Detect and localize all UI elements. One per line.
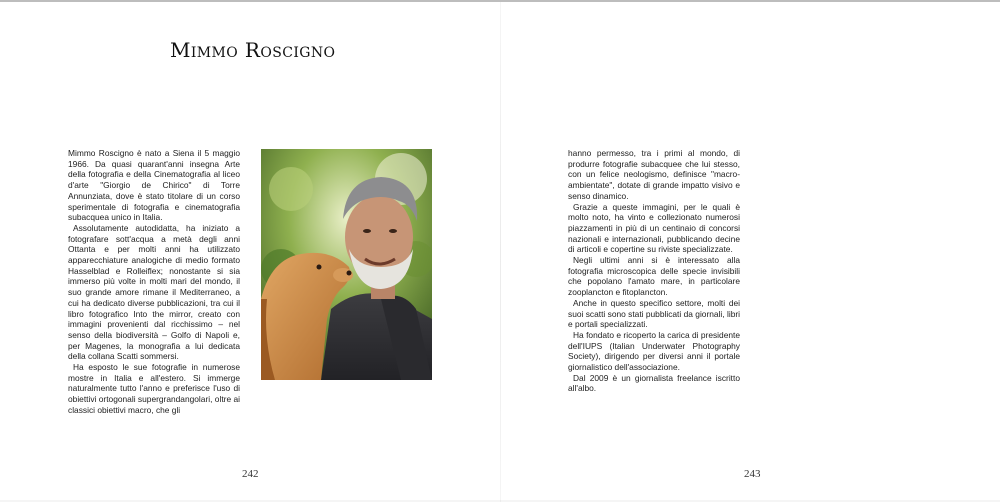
page-title: Mimmo Roscigno [170, 38, 336, 62]
right-paragraph-2: Grazie a queste immagini, per le quali è molto noto, ha vinto e collezionato numerosi piazzamenti in più di un centinaio di concorsi nazionali e internazionali, pubblicando decine di articoli e copertine su riviste specializzate. [568, 201, 740, 255]
left-column-text [68, 148, 240, 416]
page-gutter [500, 2, 501, 502]
right-paragraph-6: Dal 2009 è un giornalista freelance iscritto all'albo. [568, 372, 740, 394]
page-number-right: 243 [744, 468, 761, 480]
right-column-text [568, 148, 740, 394]
left-paragraph-3: Ha esposto le sue fotografie in numerose mostre in Italia e all'estero. Si immerge naturalmente tutto l'anno e preferisce l'uso di obiettivi ortogonali supergrandangolari, oltre ai classici obiettivi macro, che gli [68, 362, 240, 415]
left-paragraph-1: Mimmo Roscigno è nato a Siena il 5 maggio 1966. Da quasi quarant'anni insegna Arte della fotografia e della Cinematografia al liceo d'arte "Giorgio de Chirico" di Torre Annunziata, dove è stato titolare di un corso sperimentale di fotografia e cinematografia subacquea unico in Italia. [68, 148, 240, 223]
page-number-left: 242 [242, 468, 259, 480]
portrait-photo [261, 149, 432, 380]
left-paragraph-2: Assolutamente autodidatta, ha iniziato a fotografare sott'acqua a metà degli anni Ottanta e per molti anni ha utilizzato apparecchiature analogiche di medio formato Hasselblad e Rolleiflex; nonostante si sia immerso più volte in molti mari del mondo, il suo grande amore rimane il Mediterraneo, a cui ha dedicato diverse pubblicazioni, tra cui il libro fotografico Into the mirror, creato con immagini provenienti dal ricchissimo – nel senso della biodiversità – Golfo di Napoli e, per Magenes, la monografia a lui dedicata della collana Scatti sommersi. [68, 222, 240, 362]
right-paragraph-4: Anche in questo specifico settore, molti dei suoi scatti sono stati pubblicati da giornali, libri e portali specializzati. [568, 297, 740, 330]
right-paragraph-5: Ha fondato e ricoperto la carica di presidente dell'IUPS (Italian Underwater Photography Society), dirigendo per diversi anni il portale giornalistico dell'associazione. [568, 329, 740, 373]
right-paragraph-1: hanno permesso, tra i primi al mondo, di produrre fotografie subacquee che lui stesso, con un felice neologismo, definisce "macro-ambientate", dotate di grande impatto visivo e senso dinamico. [568, 148, 740, 201]
portrait-photo-icon [261, 149, 432, 380]
right-paragraph-3: Negli ultimi anni si è interessato alla fotografia microscopica delle specie invisibili che popolano l'amato mare, in particolare zooplancton e fitoplancton. [568, 255, 740, 298]
